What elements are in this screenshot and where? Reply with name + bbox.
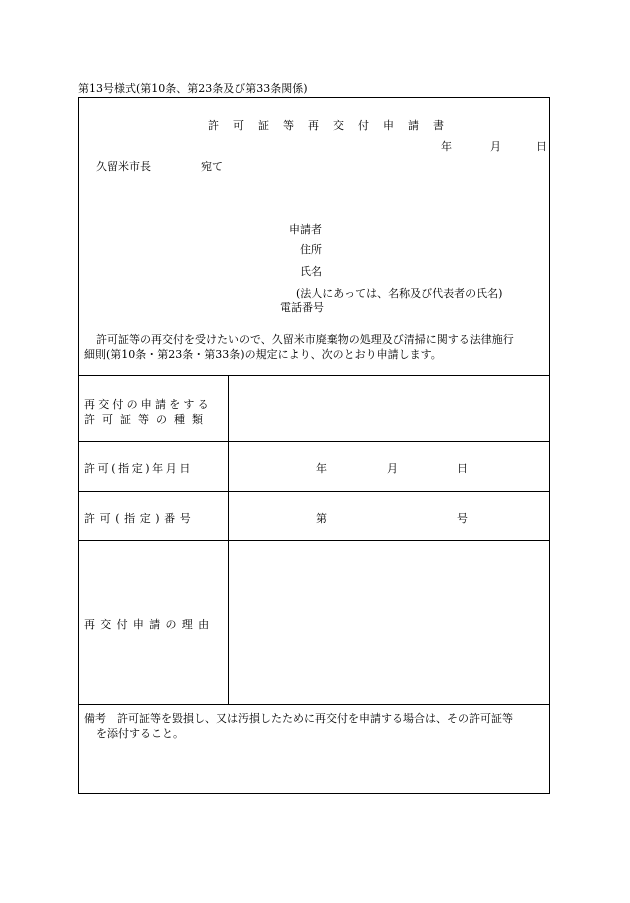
remarks-line-1: 備考 許可証等を毀損し、又は汚損したために再交付を申請する場合は、その許可証等 — [84, 712, 513, 725]
addressee-name: 久留米市長 — [96, 160, 151, 173]
applicant-heading: 申請者 — [289, 223, 322, 236]
statement-line-2: 細則(第10条・第23条・第33条)の規定により、次のとおり申請します。 — [84, 348, 442, 361]
permit-date-label: 許可(指定)年月日 — [84, 462, 193, 475]
remarks-line-2: を添付すること。 — [96, 727, 184, 740]
permit-number-suffix: 号 — [457, 512, 468, 525]
addressee-suffix: 宛て — [201, 160, 223, 173]
permit-number-label: 許可(指定)番号 — [84, 512, 196, 525]
permit-date-year: 年 — [316, 462, 327, 475]
type-label-line-2: 許可証等の種類 — [84, 413, 210, 426]
date-month: 月 — [490, 140, 501, 153]
corporate-note: (法人にあっては、名称及び代表者の氏名) — [296, 287, 503, 300]
table-bottom-line — [78, 704, 550, 705]
date-year: 年 — [441, 140, 452, 153]
permit-number-prefix: 第 — [316, 512, 327, 525]
reason-label: 再交付申請の理由 — [84, 618, 215, 631]
table-top-line — [78, 375, 550, 376]
applicant-address-label: 住所 — [300, 243, 322, 256]
applicant-name-label: 氏名 — [300, 265, 322, 278]
form-number: 第13号様式(第10条、第23条及び第33条関係) — [78, 82, 308, 95]
type-label-line-1: 再交付の申請をする — [84, 398, 212, 411]
permit-date-month: 月 — [387, 462, 398, 475]
row-divider-2 — [78, 491, 550, 492]
date-day: 日 — [536, 140, 547, 153]
form-frame — [78, 97, 550, 794]
column-divider — [228, 375, 229, 704]
form-title: 許可証等再交付申請書 — [208, 119, 458, 132]
row-divider-3 — [78, 540, 550, 541]
applicant-phone-label: 電話番号 — [280, 301, 324, 314]
permit-date-day: 日 — [457, 462, 468, 475]
statement-line-1: 許可証等の再交付を受けたいので、久留米市廃棄物の処理及び清掃に関する法律施行 — [96, 333, 514, 346]
row-divider-1 — [78, 441, 550, 442]
